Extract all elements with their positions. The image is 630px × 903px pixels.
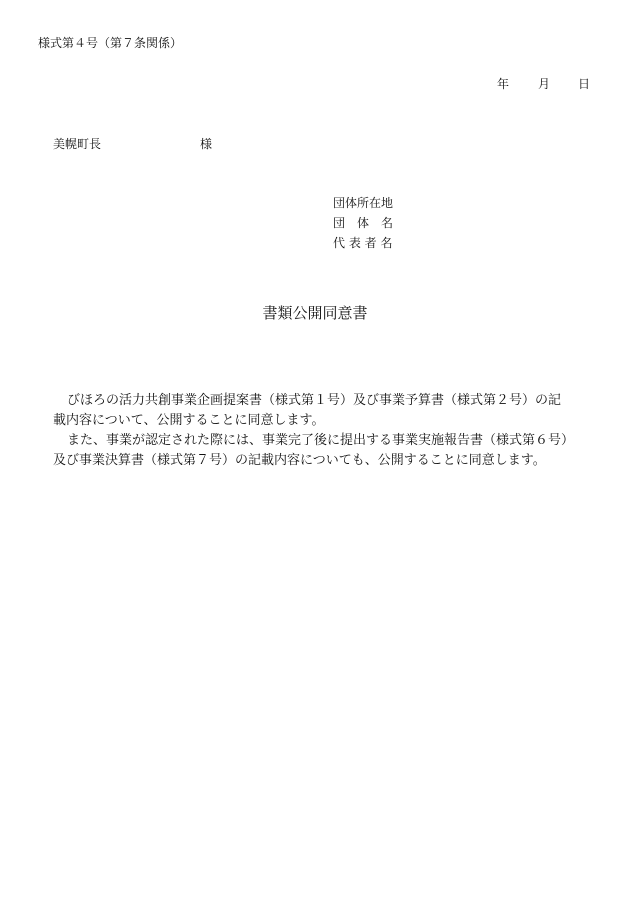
date-day-label: 日 — [578, 77, 591, 91]
date-year-label: 年 — [497, 77, 510, 91]
body-paragraph2-line2: 及び事業決算書（様式第７号）の記載内容についても、公開することに同意します。 — [53, 453, 546, 468]
addressee-honorific: 様 — [200, 137, 213, 151]
applicant-address-label: 団体所在地 — [333, 196, 394, 210]
form-number: 様式第４号（第７条関係） — [38, 36, 183, 50]
body-paragraph1-line1: びほろの活力共創事業企画提案書（様式第１号）及び事業予算書（様式第２号）の記 — [67, 393, 562, 408]
addressee-name: 美幌町長 — [53, 137, 102, 151]
body-paragraph1-line2: 載内容について、公開することに同意します。 — [53, 413, 325, 428]
body-paragraph2-line1: また、事業が認定された際には、事業完了後に提出する事業実施報告書（様式第６号） — [67, 433, 575, 448]
document-title: 書類公開同意書 — [262, 304, 368, 322]
applicant-group-name-label: 団 体 名 — [333, 216, 394, 230]
date-month-label: 月 — [538, 77, 551, 91]
applicant-representative-label: 代 表 者 名 — [333, 236, 393, 250]
